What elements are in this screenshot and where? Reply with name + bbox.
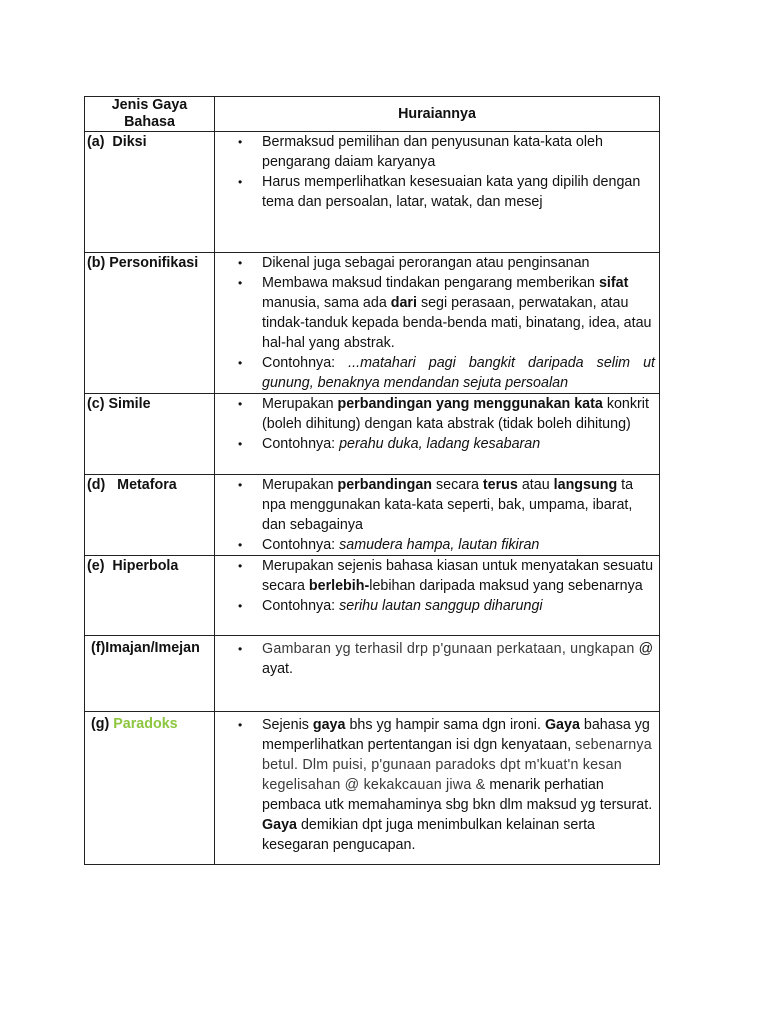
list-item: • Merupakan perbandingan yang menggunakan kata konkrit (boleh dihitung) dengan kata abstrak (tidak boleh dihitung) — [215, 394, 659, 434]
list-item-example: • Contohnya: perahu duka, ladang kesabaran — [215, 434, 659, 454]
list-item: • Dikenal juga sebagai perorangan atau penginsanan — [215, 253, 659, 273]
list-item: • Merupakan perbandingan secara terus atau langsung ta npa menggunakan kata-kata seperti, bak, umpama, ibarat, dan sebagainya — [215, 475, 659, 535]
term-hiperbola: (e) Hiperbola — [87, 558, 179, 574]
list-item: • Sejenis gaya bhs yg hampir sama dgn ironi. Gaya bahasa yg memperlihatkan pertentangan isi dgn kenyataan, sebenarnya betul. Dlm puisi, p'gunaan paradoks dpt m'kuat'n kesan kegelisahan @ kekakcauan jiwa & menarik perhatian pembaca utk memahaminya sbg bkn dlm maksud yg tersurat. Gaya demikian dpt juga menimbulkan kelainan serta kesegaran pengucapan. — [215, 715, 659, 855]
term-metafora: (d) Metafora — [87, 477, 177, 493]
description-list — [215, 132, 659, 212]
table-row — [85, 556, 660, 636]
description-list — [215, 394, 659, 454]
list-item-example: • Contohnya: serihu lautan sanggup diharungi — [215, 596, 659, 616]
description-list — [215, 475, 659, 555]
list-item-example: • Contohnya: samudera hampa, lautan fikiran — [215, 535, 659, 555]
list-item: • Harus memperlihatkan kesesuaian kata yang dipilih dengan tema dan persoalan, latar, watak, dan mesej — [215, 172, 659, 212]
list-item-example: • Contohnya: ...matahari pagi bangkit daripada selim ut gunung, benaknya mendandan sejuta persoalan — [215, 353, 659, 393]
description-list — [215, 636, 659, 679]
description-list — [215, 712, 659, 855]
list-item: • Merupakan sejenis bahasa kiasan untuk menyatakan sesuatu secara berlebih-lebihan daripada maksud yang sebenarnya — [215, 556, 659, 596]
list-item: • Membawa maksud tindakan pengarang memberikan sifat manusia, sama ada dari segi perasaan, perwatakan, atau tindak-tanduk kepada benda-benda mati, binatang, idea, atau hal-hal yang abstrak. — [215, 273, 659, 353]
table-row — [85, 132, 660, 253]
table-row — [85, 475, 660, 556]
term-personifikasi: (b) Personifikasi — [87, 255, 199, 271]
table-row — [85, 394, 660, 475]
header-huraiannya: Huraiannya — [215, 97, 660, 132]
list-item: • Bermaksud pemilihan dan penyusunan kata-kata oleh pengarang daiam karyanya — [215, 132, 659, 172]
table-row — [85, 712, 660, 865]
list-item: • Gambaran yg terhasil drp p'gunaan perkataan, ungkapan @ ayat. — [215, 639, 659, 679]
term-diksi: (a) Diksi — [87, 134, 147, 150]
table-row — [85, 636, 660, 712]
table-row — [85, 253, 660, 394]
table-header-row — [85, 97, 660, 132]
term-imajan-imejan: (f)Imajan/Imejan — [91, 640, 200, 656]
header-jenis-gaya-bahasa — [85, 97, 215, 132]
term-paradoks: (g) Paradoks — [91, 716, 178, 732]
paradoks-highlight: Paradoks — [113, 716, 178, 732]
description-list — [215, 556, 659, 616]
gaya-bahasa-table — [84, 96, 660, 865]
header-col1-line1: Jenis Gaya — [111, 97, 188, 113]
description-list — [215, 253, 659, 393]
term-simile: (c) Simile — [87, 396, 151, 412]
header-col1-line2: Bahasa — [124, 114, 175, 130]
